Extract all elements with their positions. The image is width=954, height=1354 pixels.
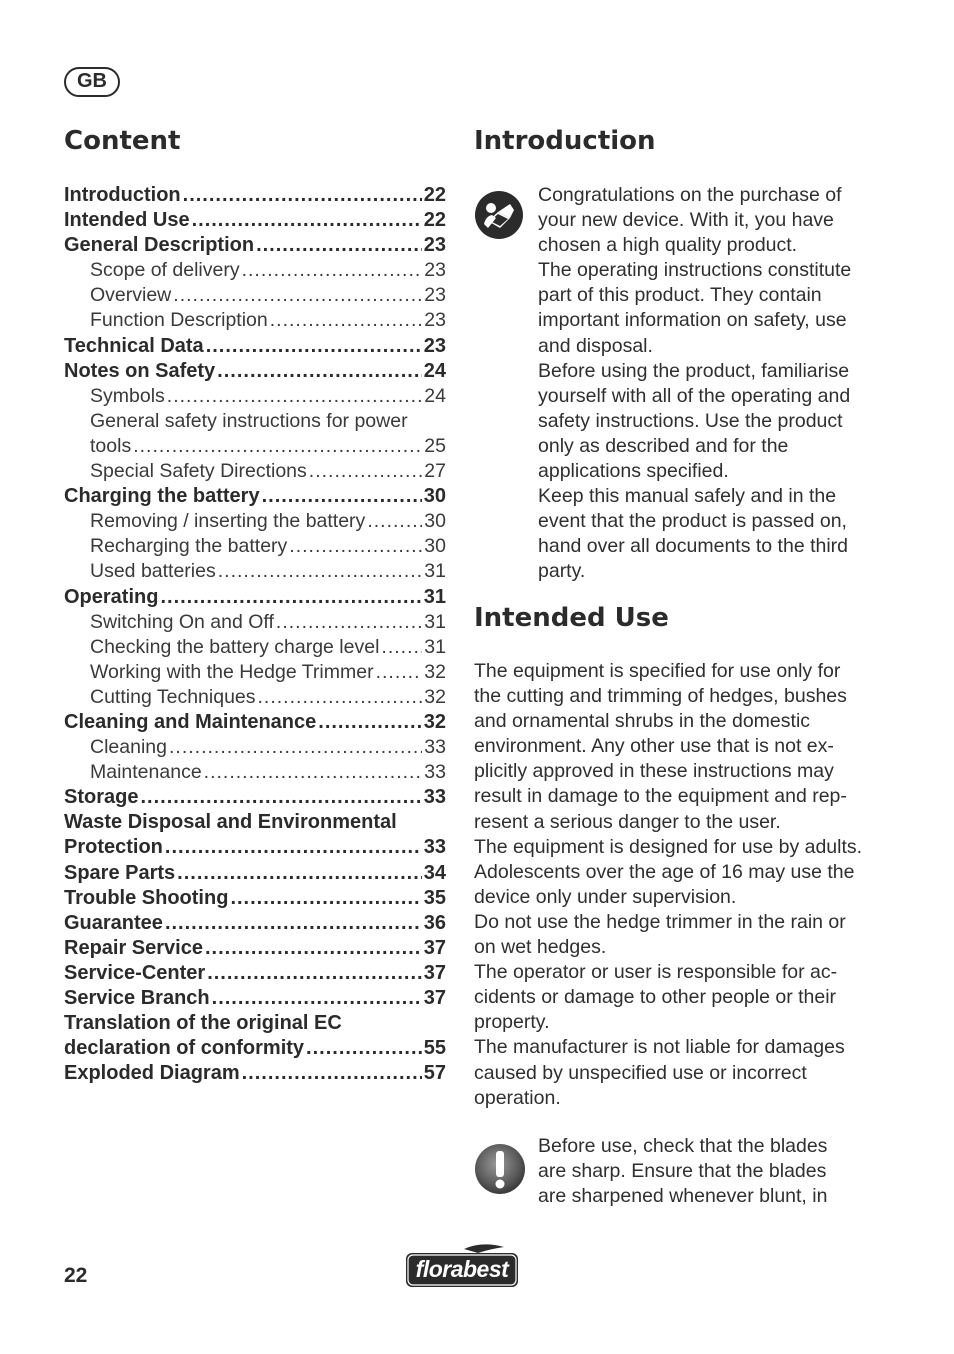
toc-leader-dots xyxy=(165,911,422,936)
toc-entry-page: 22 xyxy=(423,209,446,232)
blades-warning-text xyxy=(538,1134,858,1209)
toc-entry xyxy=(64,1061,446,1086)
toc-leader-dots xyxy=(133,434,422,459)
toc-entry xyxy=(64,1036,446,1061)
toc-entry xyxy=(64,359,446,384)
toc-entry xyxy=(64,308,446,333)
toc-entry-label: Symbols xyxy=(90,384,165,407)
toc-entry-label: General safety instructions for power xyxy=(90,409,408,432)
toc-entry xyxy=(64,434,446,459)
toc-entry-page: 31 xyxy=(423,585,446,608)
toc-entry-label: Scope of delivery xyxy=(90,259,240,282)
toc-leader-dots xyxy=(173,283,422,308)
toc-leader-dots xyxy=(183,183,422,208)
intro-paragraph: Keep this manual safely and in the event that the product is passed on, hand over all documents to the third party. xyxy=(538,485,849,583)
toc-entry-label: Guarantee xyxy=(64,911,163,934)
toc-entry-page: 36 xyxy=(423,911,446,934)
table-of-contents xyxy=(64,183,446,1086)
toc-entry xyxy=(64,610,446,635)
toc-entry xyxy=(64,484,446,509)
toc-entry-label: Checking the battery charge level xyxy=(90,635,380,658)
intended-paragraph: The equipment is specified for use only for the cutting and trimming of hedges, bushes and ornamental shrubs in the domestic environment. Any other use that is not explicitly approved in these instructions may result in damage to the equipment and represent a serious danger to the user. xyxy=(474,660,847,833)
toc-leader-dots xyxy=(256,233,422,258)
toc-entry-label: Protection xyxy=(64,836,163,859)
toc-entry-page: 30 xyxy=(424,535,446,558)
toc-entry-page: 32 xyxy=(424,685,446,708)
introduction-heading: Introduction xyxy=(474,126,656,156)
toc-leader-dots xyxy=(242,258,423,283)
intro-paragraph: Congratulations on the purchase of your new device. With it, you have chosen a high quality product. xyxy=(538,184,842,257)
toc-leader-dots xyxy=(165,835,422,860)
toc-leader-dots xyxy=(206,334,422,359)
toc-entry xyxy=(64,785,446,810)
toc-entry xyxy=(64,183,446,208)
toc-entry-label: Intended Use xyxy=(64,209,190,232)
introduction-text xyxy=(538,183,868,585)
toc-entry-label: General Description xyxy=(64,234,255,257)
intro-paragraph: The operating instructions constitute part of this product. They contain important information on safety, use and disposal. xyxy=(538,259,852,357)
toc-entry xyxy=(64,735,446,760)
toc-entry-page: 24 xyxy=(423,359,446,382)
toc-entry xyxy=(64,660,446,685)
toc-leader-dots xyxy=(318,710,421,735)
toc-entry-label: Service Branch xyxy=(64,987,210,1009)
toc-entry-label: Technical Data xyxy=(64,334,204,357)
toc-leader-dots xyxy=(169,735,422,760)
intended-paragraph: The operator or user is responsible for accidents or damage to other people or their property. xyxy=(474,961,838,1034)
toc-entry xyxy=(64,1011,446,1036)
toc-leader-dots xyxy=(230,886,421,911)
toc-entry-label: Notes on Safety xyxy=(64,359,216,382)
toc-entry-page: 37 xyxy=(423,936,446,959)
toc-entry-label: Repair Service xyxy=(64,936,203,959)
toc-entry-label: Trouble Shooting xyxy=(64,886,229,909)
toc-entry xyxy=(64,208,446,233)
toc-entry-label: Switching On and Off xyxy=(90,610,274,633)
toc-entry xyxy=(64,760,446,785)
toc-entry-label: Cutting Techniques xyxy=(90,685,256,708)
toc-entry xyxy=(64,534,446,559)
exclamation-warning-icon xyxy=(474,1143,526,1195)
toc-entry-label: Storage xyxy=(64,786,139,809)
brand-logo-text: florabest xyxy=(415,1256,509,1282)
toc-entry xyxy=(64,459,446,484)
toc-entry-label: tools xyxy=(90,434,132,457)
toc-entry-page: 35 xyxy=(423,886,446,909)
toc-entry-page: 57 xyxy=(423,1062,446,1085)
toc-entry-page: 23 xyxy=(424,309,446,332)
toc-entry xyxy=(64,509,446,534)
toc-entry-label: Translation of the original EC xyxy=(64,1012,342,1035)
toc-entry-label: Special Safety Directions xyxy=(90,460,307,483)
toc-entry xyxy=(64,258,446,283)
intended-use-heading: Intended Use xyxy=(474,603,669,633)
toc-entry xyxy=(64,886,446,911)
toc-entry xyxy=(64,710,446,735)
toc-entry xyxy=(64,384,446,409)
toc-entry-label: Waste Disposal and Environmental xyxy=(64,811,397,834)
toc-entry xyxy=(64,810,446,835)
toc-entry-page: 37 xyxy=(423,961,446,984)
toc-entry-page: 31 xyxy=(424,560,446,583)
toc-entry-label: Charging the battery xyxy=(64,485,260,508)
toc-leader-dots xyxy=(376,660,423,685)
intended-paragraph: Do not use the hedge trimmer in the rain or on wet hedges. xyxy=(474,910,846,959)
toc-leader-dots xyxy=(270,308,423,333)
toc-entry xyxy=(64,936,446,961)
toc-entry-page: 25 xyxy=(424,434,446,457)
toc-entry-label: Working with the Hedge Trimmer xyxy=(90,660,374,683)
toc-entry-page: 37 xyxy=(423,987,446,1009)
toc-leader-dots xyxy=(192,208,422,233)
intro-paragraph: Before using the product, familiarise yourself with all of the operating and safety instructions. Use the product only as described and for the applications specified. xyxy=(538,359,851,483)
toc-entry xyxy=(64,334,446,359)
toc-entry-label: Maintenance xyxy=(90,761,202,784)
toc-entry-page: 33 xyxy=(423,786,446,809)
brand-logo xyxy=(404,1243,520,1289)
toc-entry-label: Used batteries xyxy=(90,560,216,583)
toc-entry xyxy=(64,233,446,258)
toc-entry xyxy=(64,685,446,710)
toc-entry-label: Recharging the battery xyxy=(90,535,288,558)
toc-leader-dots xyxy=(289,534,422,559)
toc-entry-page: 27 xyxy=(424,460,446,483)
toc-leader-dots xyxy=(204,760,423,785)
toc-entry-label: Cleaning and Maintenance xyxy=(64,710,317,733)
toc-entry xyxy=(64,986,446,1011)
toc-leader-dots xyxy=(276,610,422,635)
toc-leader-dots xyxy=(258,685,423,710)
toc-entry-page: 33 xyxy=(424,761,446,784)
toc-entry xyxy=(64,585,446,610)
toc-entry-page: 30 xyxy=(424,510,446,533)
toc-entry-page: 23 xyxy=(424,284,446,307)
toc-leader-dots xyxy=(381,635,422,660)
content-heading: Content xyxy=(64,126,181,156)
toc-entry-page: 32 xyxy=(423,710,446,733)
toc-leader-dots xyxy=(167,384,423,409)
toc-entry-page: 23 xyxy=(424,259,446,282)
toc-leader-dots xyxy=(212,986,422,1011)
toc-entry xyxy=(64,635,446,660)
toc-entry-page: 55 xyxy=(423,1037,446,1060)
read-manual-icon xyxy=(474,190,524,240)
toc-entry-page: 31 xyxy=(424,635,446,658)
toc-entry-page: 30 xyxy=(423,485,446,508)
toc-entry-label: Function Description xyxy=(90,309,268,332)
warning-paragraph: Before use, check that the blades are sharp. Ensure that the blades are sharpened whenever blunt, in xyxy=(538,1135,828,1208)
toc-entry-page: 24 xyxy=(424,384,446,407)
toc-leader-dots xyxy=(177,861,422,886)
toc-entry-label: Introduction xyxy=(64,184,181,206)
toc-entry xyxy=(64,409,446,434)
toc-entry-label: Service-Center xyxy=(64,961,206,984)
toc-leader-dots xyxy=(140,785,421,810)
toc-entry-label: declaration of conformity xyxy=(64,1037,305,1060)
toc-entry-label: Cleaning xyxy=(90,736,167,759)
toc-leader-dots xyxy=(207,961,422,986)
intended-paragraph: The manufacturer is not liable for damages caused by unspecified use or incorrect operation. xyxy=(474,1036,845,1109)
toc-leader-dots xyxy=(306,1036,422,1061)
toc-entry-page: 33 xyxy=(423,836,446,859)
toc-leader-dots xyxy=(242,1061,422,1086)
toc-entry xyxy=(64,835,446,860)
toc-leader-dots xyxy=(205,936,422,961)
toc-leader-dots xyxy=(262,484,422,509)
toc-entry xyxy=(64,911,446,936)
toc-entry xyxy=(64,861,446,886)
toc-entry-page: 31 xyxy=(424,610,446,633)
toc-entry-page: 23 xyxy=(423,334,446,357)
toc-leader-dots xyxy=(367,509,422,534)
toc-entry-page: 23 xyxy=(423,234,446,257)
toc-entry-label: Removing / inserting the battery xyxy=(90,510,366,533)
toc-entry xyxy=(64,283,446,308)
toc-entry-page: 34 xyxy=(423,861,446,884)
toc-entry-label: Operating xyxy=(64,585,159,608)
toc-leader-dots xyxy=(160,585,421,610)
toc-leader-dots xyxy=(218,559,423,584)
toc-entry-label: Exploded Diagram xyxy=(64,1062,240,1085)
intended-paragraph: The equipment is designed for use by adults. Adolescents over the age of 16 may use the device only under supervision. xyxy=(474,835,863,908)
toc-entry-page: 22 xyxy=(423,184,446,206)
page-number: 22 xyxy=(64,1264,88,1287)
toc-entry xyxy=(64,559,446,584)
toc-entry xyxy=(64,961,446,986)
toc-leader-dots xyxy=(309,459,423,484)
language-badge: GB xyxy=(64,67,120,97)
toc-entry-label: Spare Parts xyxy=(64,861,176,884)
toc-leader-dots xyxy=(217,359,422,384)
intended-use-text xyxy=(474,659,864,1111)
toc-entry-label: Overview xyxy=(90,284,172,307)
toc-entry-page: 32 xyxy=(424,660,446,683)
toc-entry-page: 33 xyxy=(424,736,446,759)
